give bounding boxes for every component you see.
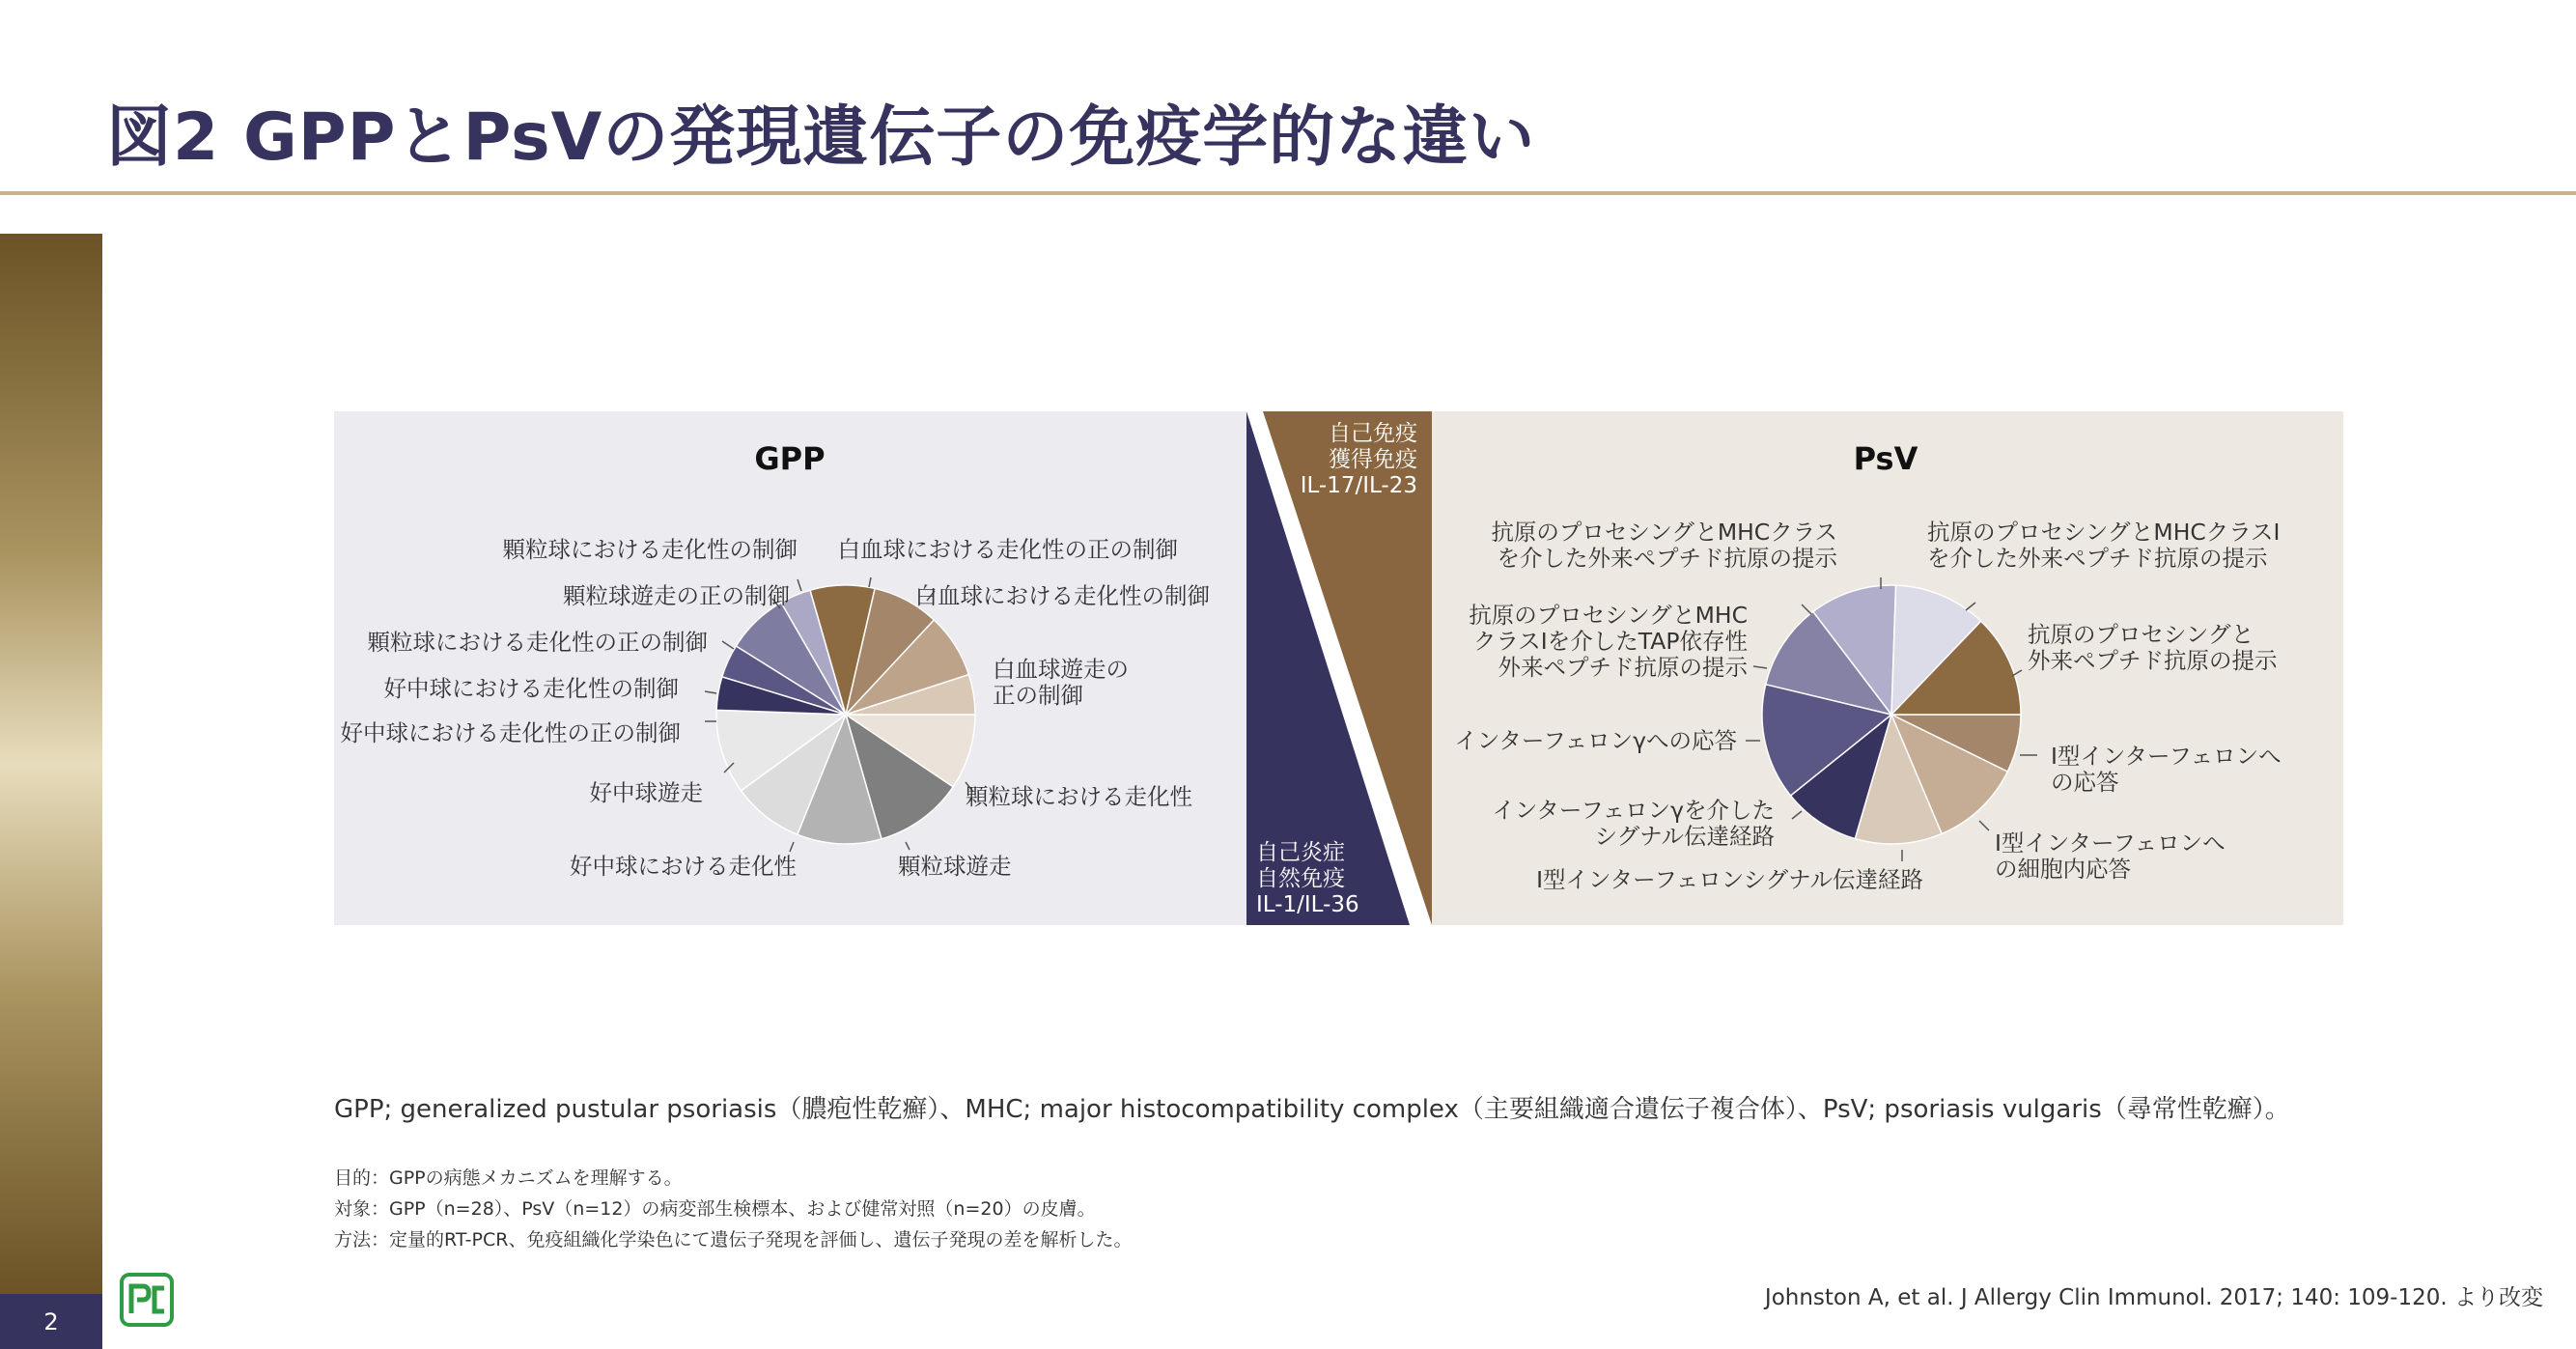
psv-chart-title: PsV xyxy=(1853,440,1918,477)
gpp-slice-label: 好中球における走化性 xyxy=(570,853,797,880)
leader-line xyxy=(790,842,794,852)
psv-slice-label: 抗原のプロセシングとMHC クラスIを介したTAP依存性 外来ペプチド抗原の提示 xyxy=(1469,602,1748,681)
gpp-slice-label: 顆粒球における走化性の正の制御 xyxy=(367,629,708,656)
psv-slice-label: I型インターフェロンへ の応答 xyxy=(2051,743,2282,796)
gpp-slice-label: 顆粒球における走化性 xyxy=(966,783,1192,810)
caption-autoinflammatory: 自己炎症 自然免疫 IL-1/IL-36 xyxy=(1256,840,1359,917)
gpp-slice-label: 顆粒球遊走の正の制御 xyxy=(563,582,790,609)
psv-slice-label: 抗原のプロセシングとMHCクラス を介した外来ペプチド抗原の提示 xyxy=(1491,519,1837,572)
method-methods: 方法：定量的RT-PCR、免疫組織化学染色にて遺伝子発現を評価し、遺伝子発現の差を解析した。 xyxy=(334,1229,1133,1251)
psv-slice-label: I型インターフェロンへ の細胞内応答 xyxy=(1995,829,2226,883)
footnote: GPP; generalized pustular psoriasis（膿疱性乾癬）、MHC; major histocompatibility complex（主要組織適合遺伝子複合体）、PsV; psoriasis vulgaris（尋常性乾癬）。 xyxy=(334,1095,2290,1124)
page-number: 2 xyxy=(0,1294,102,1349)
leader-line xyxy=(869,577,871,587)
gpp-chart-title: GPP xyxy=(754,440,826,477)
leader-line xyxy=(1979,821,1989,830)
method-subjects: 対象：GPP（n=28）、PsV（n=12）の病変部生検標本、および健常対照（n=20）の皮膚。 xyxy=(334,1198,1096,1220)
gpp-slice-label: 白血球における走化性の正の制御 xyxy=(837,536,1178,563)
gpp-slice-label: 好中球遊走 xyxy=(589,779,703,806)
leader-line xyxy=(722,641,734,649)
psv-slice-label: 抗原のプロセシングと 外来ペプチド抗原の提示 xyxy=(2028,621,2278,674)
psv-slice-label: I型インターフェロンシグナル伝達経路 xyxy=(1536,866,1923,893)
gpp-slice-label: 白血球における走化性の制御 xyxy=(914,582,1210,609)
gpp-slice-label: 好中球における走化性の正の制御 xyxy=(340,719,681,746)
gpp-slice-label: 白血球遊走の 正の制御 xyxy=(993,656,1129,709)
leader-line xyxy=(798,579,801,591)
leader-line xyxy=(1792,811,1802,819)
gpp-slice-label: 顆粒球遊走 xyxy=(898,853,1012,880)
leader-line xyxy=(1753,666,1767,668)
caption-autoimmune: 自己免疫 獲得免疫 IL-17/IL-23 xyxy=(1300,421,1417,498)
psv-slice-label: インターフェロンγを介した シグナル伝達経路 xyxy=(1492,797,1775,850)
psv-slice-label: 抗原のプロセシングとMHCクラスI を介した外来ペプチド抗原の提示 xyxy=(1927,519,2281,572)
psv-slice-label: インターフェロンγへの応答 xyxy=(1454,727,1737,754)
leader-line xyxy=(1802,604,1811,614)
leader-line xyxy=(1966,603,1975,610)
page-title: 図2 GPPとPsVの発現遺伝子の免疫学的な違い xyxy=(106,99,1536,176)
gpp-slice-label: 顆粒球における走化性の制御 xyxy=(502,536,798,563)
leader-line xyxy=(906,842,910,850)
leader-line xyxy=(705,691,716,693)
method-purpose: 目的：GPPの病態メカニズムを理解する。 xyxy=(334,1167,683,1189)
gpp-slice-label: 好中球における走化性の制御 xyxy=(383,675,679,702)
citation: Johnston A, et al. J Allergy Clin Immunol. 2017; 140: 109-120. より改変 xyxy=(1764,1285,2543,1310)
